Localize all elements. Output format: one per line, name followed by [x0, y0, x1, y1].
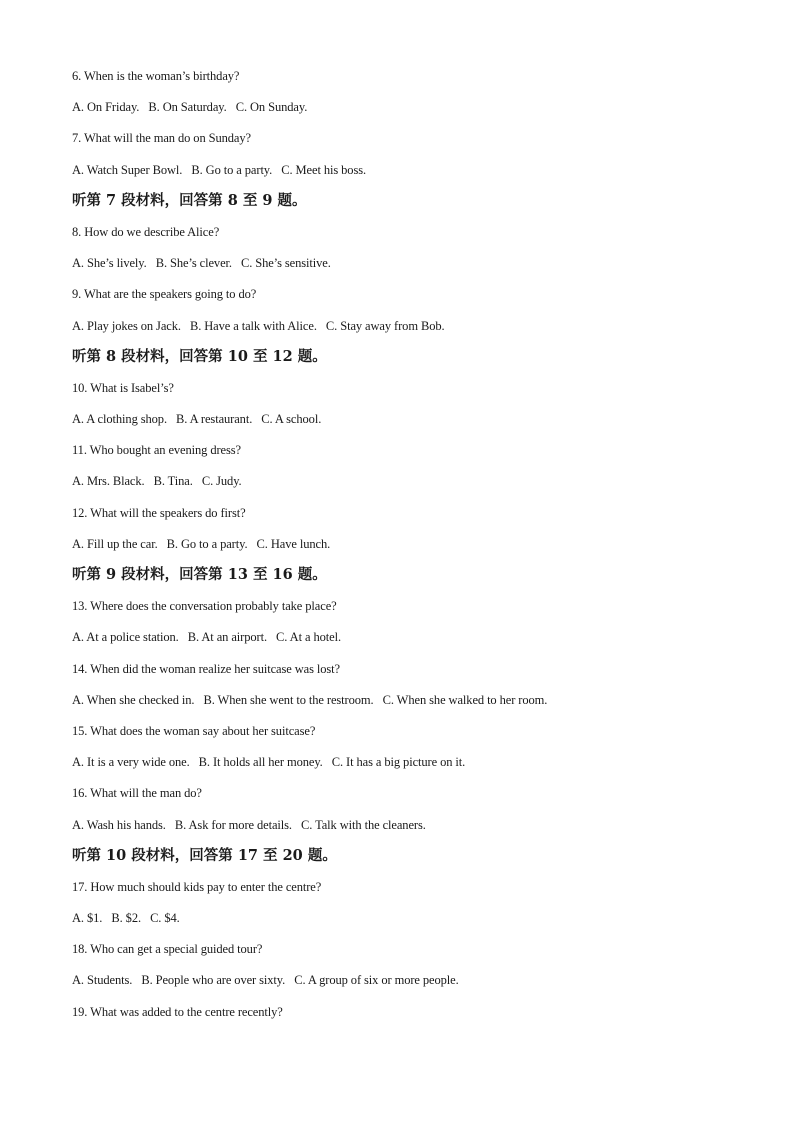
question-7: 7. What will the man do on Sunday? — [72, 131, 251, 146]
question-18: 18. Who can get a special guided tour? — [72, 942, 263, 957]
options-10: A. A clothing shop. B. A restaurant. C. A school. — [72, 412, 322, 427]
options-14: A. When she checked in. B. When she went to the restroom. C. When she walked to her room. — [72, 692, 548, 707]
question-9: 9. What are the speakers going to do? — [72, 287, 257, 302]
options-11: A. Mrs. Black. B. Tina. C. Judy. — [72, 474, 242, 489]
question-8: 8. How do we describe Alice? — [72, 224, 220, 239]
options-16: A. Wash his hands. B. Ask for more details. C. Talk with the cleaners. — [72, 817, 426, 832]
options-8: A. She’s lively. B. She’s clever. C. She’s sensitive. — [72, 256, 331, 271]
options-17: A. $1. B. $2. C. $4. — [72, 911, 180, 926]
question-11: 11. Who bought an evening dress? — [72, 443, 241, 458]
options-7: A. Watch Super Bowl. B. Go to a party. C. Meet his boss. — [72, 162, 367, 177]
question-14: 14. When did the woman realize her suitcase was lost? — [72, 661, 340, 676]
options-18: A. Students. B. People who are over sixty. C. A group of six or more people. — [72, 973, 459, 988]
question-17: 17. How much should kids pay to enter the centre? — [72, 879, 322, 894]
section-heading-7: 听第 7 段材料，回答第 8 至 9 题。 — [72, 191, 307, 209]
question-6: 6. When is the woman’s birthday? — [72, 69, 240, 83]
question-12: 12. What will the speakers do first? — [72, 505, 246, 520]
question-15: 15. What does the woman say about her suitcase? — [72, 723, 316, 738]
options-9: A. Play jokes on Jack. B. Have a talk with Alice. C. Stay away from Bob. — [72, 318, 445, 333]
section-heading-8: 听第 8 段材料，回答第 10 至 12 题。 — [72, 347, 327, 365]
question-13: 13. Where does the conversation probably take place? — [72, 599, 337, 614]
question-19: 19. What was added to the centre recently? — [72, 1004, 283, 1019]
question-16: 16. What will the man do? — [72, 786, 202, 801]
options-13: A. At a police station. B. At an airport. C. At a hotel. — [72, 630, 341, 645]
options-15: A. It is a very wide one. B. It holds all her money. C. It has a big picture on it. — [72, 755, 466, 770]
section-heading-9: 听第 9 段材料，回答第 13 至 16 题。 — [72, 566, 327, 583]
options-12: A. Fill up the car. B. Go to a party. C. Have lunch. — [72, 536, 331, 551]
document-page — [72, 66, 732, 1033]
question-10: 10. What is Isabel’s? — [72, 380, 174, 395]
options-6: A. On Friday. B. On Saturday. C. On Sunday. — [72, 100, 308, 115]
section-heading-10: 听第 10 段材料，回答第 17 至 20 题。 — [72, 846, 337, 864]
